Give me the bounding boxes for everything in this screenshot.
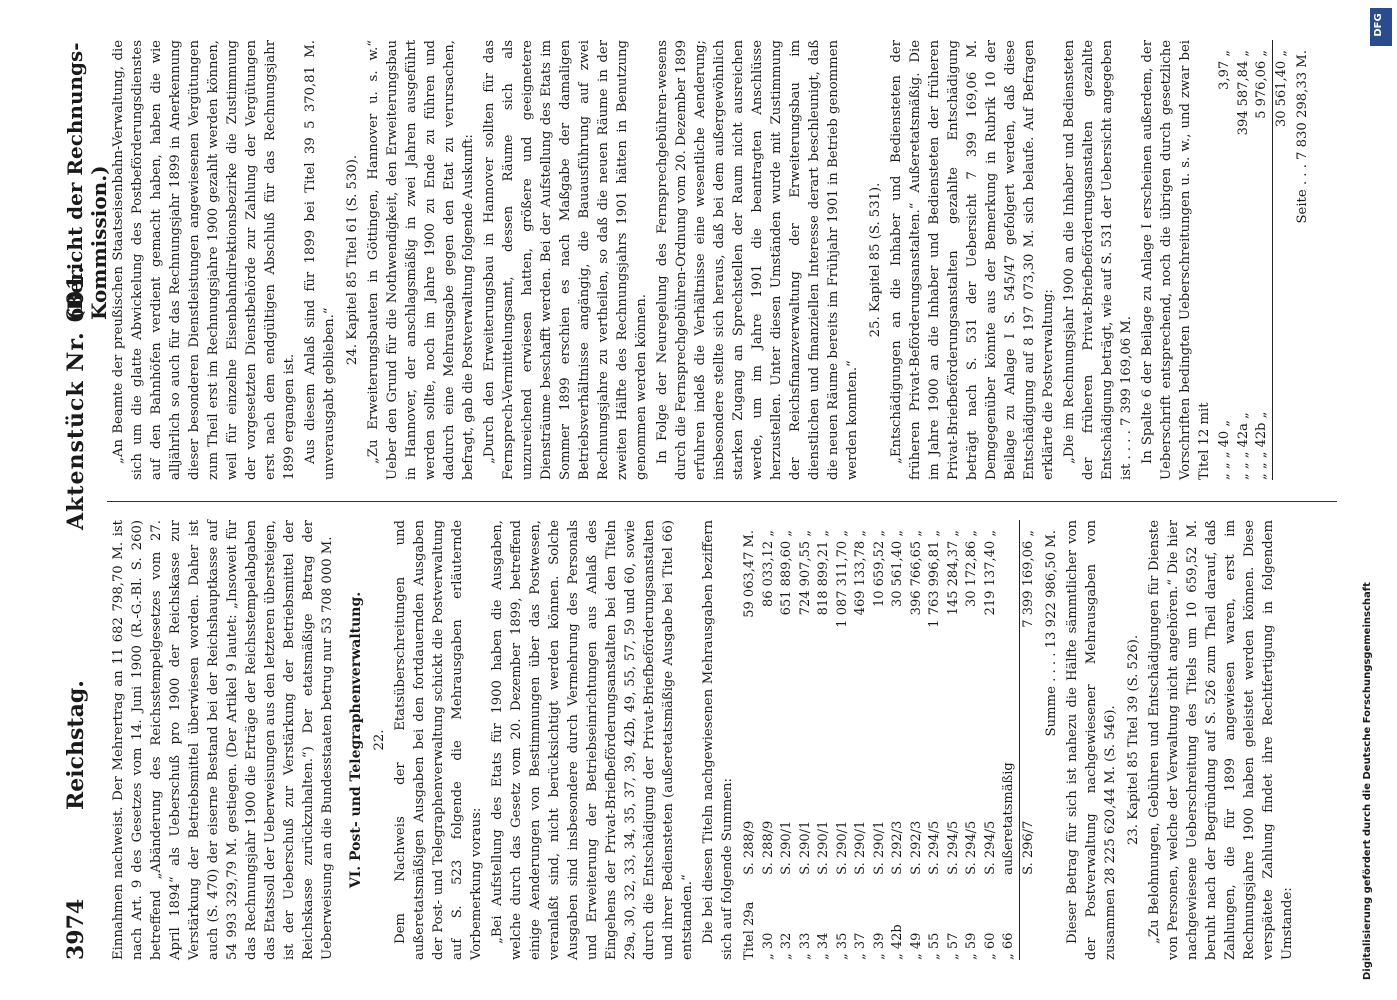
sums-cell-amount: 30 172,86 „ bbox=[963, 530, 979, 608]
sums-cell-titel: „ 39 bbox=[871, 932, 886, 960]
sums-table bbox=[741, 520, 1038, 960]
paragraph-23: „Zu Belohnungen, Gebühren und Entschädigungen für Dienste von Personen, welche der Verwaltung nicht angehören.“ Die hier nachgewiesene Ueberschreitung des Titels um 10 659,52 M. beruht nach der Begründung auf S. 526 zum Theil darauf, daß Zahlungen, die für 1899 angewiesen waren, erst im Rechnungsjahre 1900 haben geleistet werden können. Diese verspätete Zahlung findet ihre Rechtfertigung in folgendem Umstande: bbox=[1146, 520, 1295, 960]
breakdown-cell-label: „ „ „ 42a „ bbox=[1235, 412, 1250, 480]
sums-cell-seite: S. 294/5 bbox=[926, 820, 942, 875]
page-header bbox=[57, 40, 111, 960]
sums-cell-amount: 469 133,78 „ bbox=[852, 530, 868, 616]
breakdown-cell-label bbox=[1272, 200, 1291, 480]
paragraph-25-quote-2: In Spalte 6 der Beilage zu Anlage I erscheinen außerdem, der Ueberschrift entsprechend, noch die übrigen durch gesetzliche Vorschriften bedingten Ueberschreitungen u. s. w., und zwar bei Titel 12 mit bbox=[1139, 40, 1212, 480]
sums-cell-seite: S. 288/9 bbox=[760, 820, 775, 875]
breakdown-cell-amount: 3,97 „ bbox=[1216, 50, 1232, 90]
document-number: Aktenstück Nr. 601. bbox=[62, 265, 89, 530]
dfg-logo bbox=[1370, 8, 1392, 46]
breakdown-row bbox=[1272, 40, 1291, 480]
sums-cell-seite: S. 294/5 bbox=[945, 820, 960, 875]
page-number: 3974 bbox=[62, 898, 89, 960]
sums-cell-amount: 724 907,55 „ bbox=[797, 530, 812, 616]
sums-row bbox=[796, 520, 815, 960]
sums-cell-titel: Titel 29a bbox=[741, 901, 757, 960]
document-page bbox=[39, 0, 1359, 1000]
sum-comment: Dieser Betrag für sich ist nahezu die Hälfte sämmtlicher von der Postverwaltung nachgewiesener Mehrausgaben von zusammen 28 225 620,44 M. (S. 546). bbox=[1064, 520, 1118, 960]
paragraph-24: „Zu Erweiterungsbauten in Göttingen, Hannover u. s. w.“ Ueber den Grund für die Nothwendigkeit, den Erweiterungsbau in Hannover, der anschlagsmäßig in zwei Jahren ausgeführt werden sollte, noch im Jahre 1900 zu Ende zu führen und dadurch eine Mehrausgabe gegen den Etat zu verursachen, befragt, gab die Postverwaltung folgende Auskunft: bbox=[365, 40, 476, 480]
breakdown-cell-label: „ „ „ 42b „ bbox=[1253, 411, 1269, 480]
sums-intro: Die bei diesen Titeln nachgewiesenen Mehrausgaben beziffern sich auf folgende Summen: bbox=[700, 520, 735, 960]
sums-cell-titel: „ 30 bbox=[760, 932, 775, 960]
sum-total: 13 922 986,50 M. bbox=[1043, 530, 1059, 649]
sums-row bbox=[759, 520, 778, 960]
sums-cell-amount: 1 087 311,70 „ bbox=[834, 530, 849, 628]
paragraph-25-heading: 25. Kapitel 85 (S. 531). bbox=[867, 182, 883, 338]
sums-cell-titel: „ 59 bbox=[963, 932, 979, 960]
right-column bbox=[109, 40, 1314, 480]
breakdown-cell-amount: 394 587,84 „ bbox=[1235, 50, 1250, 136]
sums-cell-seite: S. 290/1 bbox=[778, 820, 794, 875]
sums-row bbox=[907, 520, 926, 960]
sums-row bbox=[963, 520, 982, 960]
sums-cell-amount bbox=[1000, 520, 1019, 705]
sums-row bbox=[1019, 520, 1038, 960]
paragraph-24-quote: „Durch den Erweiterungsbau in Hannover sollten für das Fernsprech-Vermittelungsamt, dessen Räume sich als unzureichend erwiesen hatten, größere und geeignetere Diensträume beschafft werden. Bei der Aufstellung des Etats im Sommer 1899 erschien es nach Maßgabe der damaligen Betriebsverhältnisse angängig, die Bauausführung auf zwei Rechnungsjahre zu vertheilen, so daß die neuen Räume in der zweiten Hälfte des Rechnungsjahrs 1901 hätten in Benutzung genommen werden können. bbox=[481, 40, 649, 480]
sums-cell-seite: S. 294/5 bbox=[982, 820, 997, 875]
breakdown-row bbox=[1216, 40, 1235, 480]
paragraph-24-quote-2: In Folge der Neuregelung des Fernsprechgebühren-wesens durch die Fernsprechgebühren-Ordnung vom 20. Dezember 1899 erfuhren indeß die Verhältnisse eine wesentliche Aenderung; insbesondere stellte sich heraus, daß bei dem außergewöhnlich starken Zugang an Sprechstellen der Raum nicht ausreichen werde, um im Jahre 1901 die beantragten Anschlüsse herzustellen. Unter diesen Umständen wurde mit Zustimmung der Reichsfinanzverwaltung der Erweiterungsbau im dienstlichen und finanziellen Interesse derart beschleunigt, daß die neuen Räume bereits im Frühjahr 1901 in Betrieb genommen werden konnten.“ bbox=[654, 40, 860, 480]
sums-cell-seite: S. 296/7 bbox=[1019, 705, 1038, 875]
sums-cell-seite: S. 290/1 bbox=[815, 820, 831, 875]
sums-cell-amount: 145 284,37 „ bbox=[945, 530, 960, 616]
sums-cell-titel: „ 33 bbox=[797, 932, 812, 960]
sums-cell-seite: S. 290/1 bbox=[852, 820, 868, 875]
digitization-note-text: Digitalisierung gefördert durch die Deutsche Forschungsgemeinschaft bbox=[1362, 582, 1373, 980]
sums-row bbox=[815, 520, 834, 960]
sums-cell-amount: 219 137,40 „ bbox=[982, 530, 997, 616]
breakdown-total-line bbox=[1293, 40, 1312, 480]
paragraph-25-quote: „Die im Rechnungsjahr 1900 an die Inhaber und Bediensteten der früheren Privat-Briefbeförderungsanstalten gezahlte Entschädigung beträgt, wie auf S. 531 der Uebersicht angegeben ist . . . . 7 399 169,06 M. bbox=[1061, 40, 1134, 480]
sums-row bbox=[1000, 520, 1019, 960]
paragraph-number-22: 22. bbox=[371, 729, 387, 751]
quote-railway-end: Aus diesem Anlaß sind für 1899 bei Titel 39 5 370,81 M. unverausgabt geblieben.“ bbox=[302, 40, 337, 480]
paragraph-23-heading: 23. Kapitel 85 Titel 39 (S. 526). bbox=[1125, 634, 1141, 846]
breakdown-cell-amount: 30 561,40 „ bbox=[1272, 40, 1291, 200]
header-left-title: Reichstag. bbox=[62, 680, 89, 810]
sums-cell-seite: S. 294/5 bbox=[963, 820, 979, 875]
breakdown-cell-amount: 5 976,06 „ bbox=[1253, 50, 1269, 119]
sums-cell-seite: S. 292/3 bbox=[889, 820, 905, 875]
sums-cell-amount: 7 399 169,06 „ bbox=[1019, 520, 1038, 705]
sums-cell-amount: 396 766,65 „ bbox=[908, 530, 923, 616]
sums-cell-titel: „ 37 bbox=[852, 932, 868, 960]
sums-cell-titel: „ 66 bbox=[1000, 932, 1016, 960]
sums-cell-seite: S. 290/1 bbox=[834, 820, 849, 875]
paragraph-24-heading: 24. Kapitel 85 Titel 61 (S. 530). bbox=[344, 154, 360, 366]
sums-cell-titel: „ 55 bbox=[926, 932, 942, 960]
breakdown-row bbox=[1234, 40, 1253, 480]
sums-cell-amount: 86 033,12 „ bbox=[760, 530, 775, 608]
sums-row bbox=[889, 520, 908, 960]
sums-cell-amount: 59 063,47 M. bbox=[741, 530, 757, 618]
sums-cell-amount: 30 561,40 „ bbox=[889, 530, 905, 608]
quote-paragraph: „Bei Aufstellung des Etats für 1900 haben die Ausgaben, welche durch das Gesetz vom 20. Dezember 1899, betreffend einige Aenderungen von Bestimmungen über das Postwesen, veranlaßt sind, nicht berücksichtigt werden können. Solche Ausgaben sind insbesondere durch Vermehrung des Personals und Erweiterung der Betriebseinrichtungen aus Anlaß des Eingehens der Privat-Briefbeförderungsanstalten bei den Titeln 29a, 30, 32, 33, 34, 35, 37, 39, 42b, 49, 55, 57, 59 und 60, sowie durch die Entschädigung der Privat-Briefbeförderungsanstalten und ihrer Bediensteten (außeretatsmäßige Ausgabe bei Titel 66) entstanden.“ bbox=[489, 520, 695, 960]
sums-cell-amount: 651 889,60 „ bbox=[778, 530, 794, 616]
digitization-note bbox=[1362, 500, 1382, 980]
quote-railway: „An Beamte der preußischen Staatseisenbahn-Verwaltung, die sich um die glatte Abwickelung des Postbeförderungsdienstes auf den Bahnhöfen verdient gemacht haben, haben die wie alljährlich so auch für das Rechnungsjahr 1899 in Anerkennung dieser besonderen Dienstleistungen angewiesenen Vergütungen zum Theil erst im Rechnungsjahre 1900 gezahlt werden können, weil für einzelne Eisenbahndirektionsbezirke die Zustimmung der vorgesetzten Dienstbehörde zur Zahlung der Vergütungen erst nach dem endgültigen Abschluß für das Rechnungsjahr 1899 ergangen ist. bbox=[110, 40, 297, 480]
sums-row bbox=[870, 520, 889, 960]
sums-cell-titel: „ 60 bbox=[982, 932, 997, 960]
sums-row bbox=[852, 520, 871, 960]
breakdown-total: 7 830 298,33 M. bbox=[1294, 50, 1310, 160]
left-column bbox=[109, 520, 1299, 960]
sum-label: Summe bbox=[1043, 686, 1059, 737]
sums-row bbox=[926, 520, 945, 960]
breakdown-table bbox=[1216, 40, 1291, 480]
sums-row bbox=[944, 520, 963, 960]
sums-cell-amount: 10 659,52 „ bbox=[871, 530, 886, 608]
sums-cell-titel: „ 42b bbox=[889, 924, 905, 960]
sum-total-line: Summe . . . . 13 922 986,50 M. bbox=[1043, 530, 1059, 737]
sums-cell-titel: „ 49 bbox=[908, 932, 923, 960]
paragraph-25: „Entschädigungen an die Inhaber und Bediensteten der früheren Privat-Beförderungsanstalten.“ Außeretatsmäßig. Die im Jahre 1900 an die Inhaber und Bediensteten der früheren Privat-Briefbeförderungsanstalten gezahlte Entschädigung beträgt nach S. 531 der Uebersicht 7 399 169,06 M. Demgegenüber könnte aus der Bemerkung in Rubrik 10 der Beilage zu Anlage I S. 545/47 gefolgert werden, daß diese Entschädigung auf 8 197 073,30 M. sich belaufe. Auf Befragen erklärte die Postverwaltung: bbox=[888, 40, 1056, 480]
sums-cell-titel: „ 57 bbox=[945, 932, 960, 960]
sums-cell-amount: 818 899,21 „ bbox=[815, 530, 831, 616]
sums-row bbox=[981, 520, 1000, 960]
intro-paragraph: Einnahmen nachweist. Der Mehrertrag an 11 682 798,70 M. ist nach Art. 9 des Gesetzes vom 14. Juni 1900 (R.-G.-Bl. S. 260) betreffend „Abänderung des Reichsstempelgesetzes vom 27. April 1894“ als Ueberschuß pro 1900 der Reichskasse zur Verstärkung der Betriebsmittel überwiesen worden. Daher ist auch (S. 470) der eiserne Bestand bei der Reichshauptkasse auf 54 993 329,79 M. gestiegen. (Der Artikel 9 lautet: „Insoweit für das Rechnungsjahr 1900 die Erträge der Reichsstempelabgaben das Etatssoll der Ueberweisungen aus den letzteren übersteigen, ist der Ueberschuß zur Verstärkung der Betriebsmittel der Reichskasse zurückzuhalten.“) Der etatsmäßige Betrag der Ueberweisung an die Bundesstaaten betrug nur 53 708 000 M. bbox=[110, 520, 335, 960]
section-heading: VI. Post- und Telegraphenverwaltung. bbox=[347, 591, 364, 889]
column-divider bbox=[107, 501, 1337, 502]
sums-cell-titel: „ 32 bbox=[778, 932, 794, 960]
sums-row bbox=[741, 520, 760, 960]
sums-cell-seite: S. 290/1 bbox=[871, 820, 886, 875]
sums-cell-amount: 1 763 996,81 „ bbox=[926, 530, 942, 628]
breakdown-row bbox=[1253, 40, 1272, 480]
sums-cell-titel: „ 35 bbox=[834, 932, 849, 960]
sums-cell-titel bbox=[1019, 875, 1038, 960]
dfg-logo-text: DFG bbox=[1373, 13, 1384, 37]
sums-cell-seite: außeretatsmäßig bbox=[1000, 762, 1016, 875]
paragraph-22: Dem Nachweis der Etatsüberschreitungen und außeretatsmäßigen Ausgaben bei den fortdauernden Ausgaben der Post- und Telegraphenverwaltung schickt die Postverwaltung auf S. 523 folgende die Mehrausgaben erläuternde Vorbemerkung voraus: bbox=[392, 520, 484, 960]
breakdown-cell-label: „ „ „ 40 „ bbox=[1216, 419, 1232, 480]
sums-row bbox=[778, 520, 797, 960]
sums-cell-seite: S. 290/1 bbox=[797, 820, 812, 875]
header-right-title: (Bericht der Rechnungs-Kommission.) bbox=[62, 42, 111, 320]
breakdown-total-label: Seite . . . bbox=[1294, 164, 1310, 224]
sums-row bbox=[833, 520, 852, 960]
sums-cell-titel: „ 34 bbox=[815, 932, 831, 960]
sums-cell-seite: S. 292/3 bbox=[908, 820, 923, 875]
sums-cell-seite: S. 288/9 bbox=[741, 820, 757, 875]
